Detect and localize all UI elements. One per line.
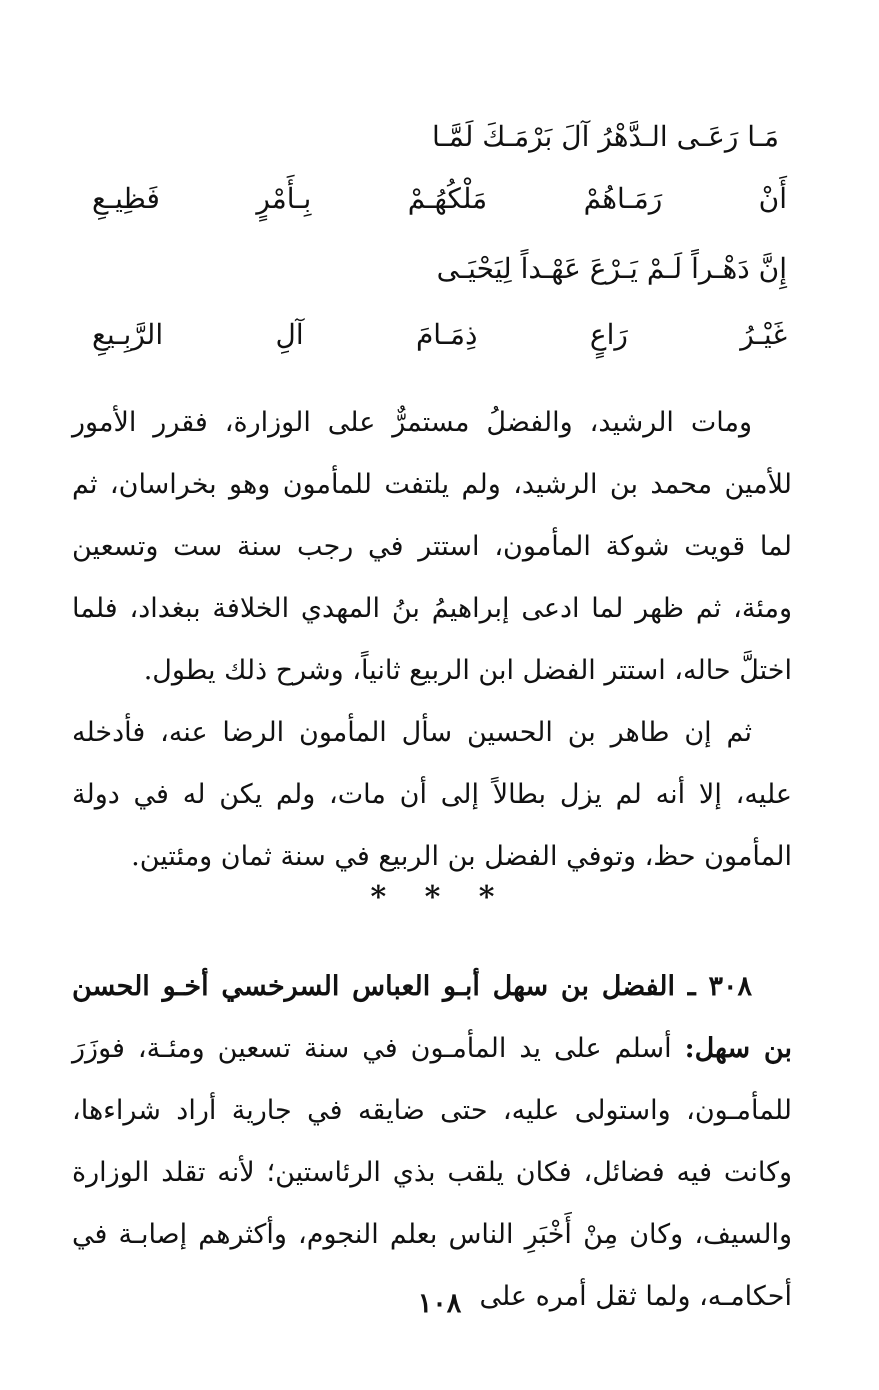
poem-verse-4: غَيْـرُ رَاعٍ ذِمَـامَ آلِ الرَّبِـيعِ <box>92 318 787 351</box>
poem-verse-2: أَنْ رَمَـاهُمْ مَلْكُهُـمْ بِـأَمْرٍ فَظِيـعِ <box>92 182 787 215</box>
page-number: ١٠٨ <box>417 1288 462 1319</box>
paragraph-text: ومات الرشيد، والفضلُ مستمرٌّ على الوزارة، فقرر الأمور للأمين محمد بن الرشيد، ولم يلتفت للمأمون وهو بخراسان، ثم لما قويت شوكة المأمون، استتر في رجب سنة ست وتسعين ومئة، ثم ظهر لما ادعى إبراهيمُ بنُ المهدي الخلافة ببغداد، فلما اختلَّ حاله، استتر الفضل ابن الربيع ثانياً، وشرح ذلك يطول. <box>72 407 792 686</box>
entry-heading: ٣٠٨ ـ الفضل بن سهل أبـو العباس السرخسي أخـو الحسن بن سهل: <box>72 971 792 1064</box>
poem-verse-1: مَـا رَعَـى الـدَّهْرُ آلَ بَرْمَـكَ لَمَّـا <box>431 120 779 153</box>
section-separator: * * * <box>370 880 509 915</box>
paragraph-death-of-rashid <box>72 392 792 702</box>
paragraph-tahir <box>72 702 792 888</box>
paragraph-text: ثم إن طاهر بن الحسين سأل المأمون الرضا عنه، فأدخله عليه، إلا أنه لم يزل بطالاً إلى أن مات، ولم يكن له في دولة المأمون حظ، وتوفي الفضل بن الربيع في سنة ثمان ومئتين. <box>72 717 792 872</box>
entry-308 <box>72 956 792 1328</box>
poem-verse-3: إِنَّ دَهْـراً لَـمْ يَـرْعَ عَهْـداً لِيَحْيَـى <box>436 252 787 285</box>
entry-body: أسلم على يد المأمـون في سنة تسعين ومئـة، فوزَرَ للمأمـون، واستولى عليه، حتى ضايقه في جارية أراد شراءها، وكانت فيه فضائل، فكان يلقب بذي الرئاستين؛ لأنه تقلد الوزارة والسيف، وكان مِنْ أَخْبَرِ الناس بعلم النجوم، وأكثرهم إصابـة في أحكامـه، ولما ثقل أمره على <box>72 1033 792 1312</box>
